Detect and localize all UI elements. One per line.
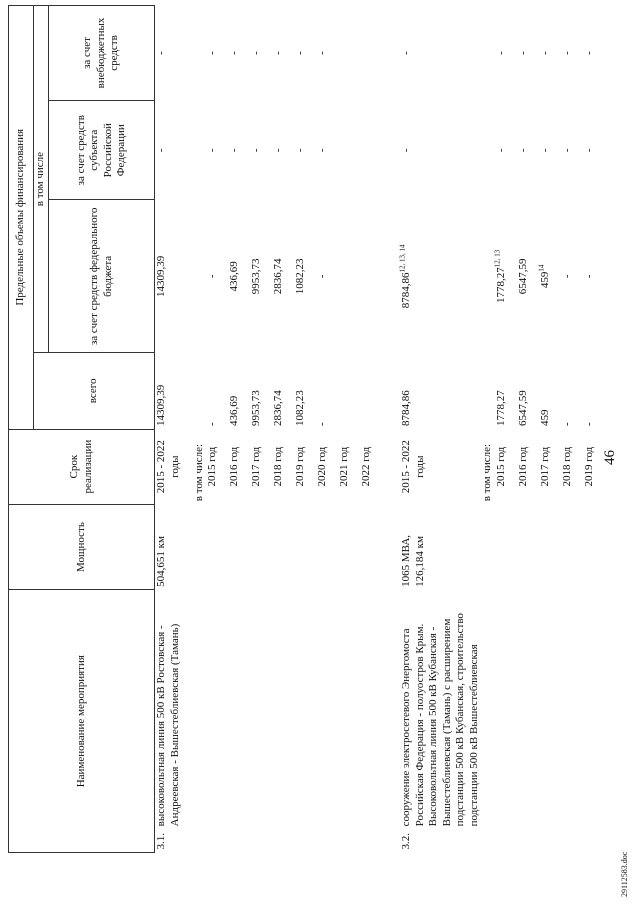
year-label-text: 2019 год (294, 446, 306, 487)
year-extra-text: - (228, 51, 240, 55)
incl-label-text: в том числе: (192, 443, 205, 502)
empty-cell (382, 6, 400, 101)
year-regional (228, 100, 250, 200)
year-label-text: 2019 год (582, 446, 595, 487)
header-name: Наименование мероприятия (9, 590, 155, 853)
year-federal (492, 200, 517, 353)
empty-cell (206, 829, 228, 852)
footnote-ref: 12, 13 (492, 249, 501, 268)
year-extra-text: - (294, 51, 306, 55)
year-row (338, 6, 360, 853)
year-regional-text: - (228, 148, 240, 153)
item-federal (400, 200, 481, 353)
empty-cell (294, 590, 316, 830)
year-row (517, 6, 539, 853)
year-total-text: 1082,23 (294, 390, 306, 427)
empty-cell (193, 829, 207, 852)
year-federal-text: 436,69 (228, 261, 240, 292)
header-term: Срок реализации (9, 429, 155, 504)
year-label-text: 2018 год (272, 446, 284, 487)
year-extra-text: - (494, 51, 507, 55)
year-regional-text: - (272, 148, 284, 153)
year-label-text: 2016 год (228, 446, 240, 487)
empty-cell (228, 829, 250, 852)
year-federal-text: - (560, 274, 573, 279)
empty-cell (583, 504, 605, 590)
year-federal-text: - (206, 274, 218, 279)
empty-cell (561, 590, 583, 830)
year-label (583, 429, 605, 504)
empty-cell (539, 504, 561, 590)
year-federal-text: 459 (538, 271, 551, 289)
empty-cell (495, 829, 517, 852)
year-label (272, 429, 294, 504)
item-number (400, 829, 481, 852)
year-total-text: 9953,73 (250, 390, 262, 427)
table-row (155, 6, 193, 853)
empty-cell (193, 353, 207, 429)
item-federal-text: 14309,39 (155, 255, 167, 297)
year-federal (272, 200, 294, 353)
year-regional (272, 100, 294, 200)
empty-cell (338, 504, 360, 590)
year-total-text: - (560, 422, 573, 427)
incl-label (193, 429, 207, 504)
year-total-text: 1778,27 (494, 390, 507, 427)
year-total (583, 353, 605, 429)
empty-cell (360, 504, 382, 590)
year-row (316, 6, 338, 853)
year-total (228, 353, 250, 429)
year-label (228, 429, 250, 504)
year-federal (206, 200, 228, 353)
year-federal-text: 2836,74 (272, 258, 284, 295)
empty-cell (316, 590, 338, 830)
empty-cell (382, 429, 400, 504)
empty-cell (316, 829, 338, 852)
year-extra (250, 6, 272, 101)
year-federal (517, 200, 539, 353)
empty-cell (250, 504, 272, 590)
empty-cell (495, 590, 517, 830)
year-regional-text: - (294, 148, 306, 153)
empty-cell (272, 590, 294, 830)
year-total-text: 436,69 (228, 395, 240, 427)
empty-cell (193, 590, 207, 830)
empty-cell (206, 590, 228, 830)
year-total-text: 2836,74 (272, 390, 284, 427)
incl-label (481, 429, 495, 504)
empty-cell (250, 829, 272, 852)
year-total-text: - (206, 422, 218, 427)
empty-cell (228, 504, 250, 590)
item-extra (400, 6, 481, 101)
item-number-text: 3.2. (400, 833, 412, 850)
empty-cell (338, 590, 360, 830)
item-regional (155, 100, 193, 200)
empty-cell (481, 829, 495, 852)
year-label (495, 429, 517, 504)
empty-cell (316, 504, 338, 590)
year-extra (539, 6, 561, 101)
item-extra (155, 6, 193, 101)
table-row (481, 6, 495, 853)
year-extra-text: - (560, 51, 573, 55)
year-total (561, 353, 583, 429)
year-total (250, 353, 272, 429)
year-extra (338, 6, 360, 101)
year-total-text: 6547,59 (516, 390, 529, 427)
year-federal (294, 200, 316, 353)
year-row (294, 6, 316, 853)
year-regional-text: - (316, 148, 328, 153)
item-name-text: высоковольтная линия 500 кВ Ростовская - Андреевская - Вышестеблиевская (Тамань) (155, 623, 181, 827)
year-total (294, 353, 316, 429)
year-extra (561, 6, 583, 101)
year-regional (316, 100, 338, 200)
year-regional (360, 100, 382, 200)
year-federal (561, 200, 583, 353)
year-total (206, 353, 228, 429)
empty-cell (193, 200, 207, 353)
item-regional-text: - (400, 148, 412, 153)
item-total (155, 353, 193, 429)
empty-cell (382, 504, 400, 590)
year-total (360, 353, 382, 429)
incl-label-text: в том числе: (481, 443, 493, 502)
table-body (155, 6, 605, 853)
empty-cell (250, 590, 272, 830)
year-regional-text: - (582, 148, 595, 153)
year-label (294, 429, 316, 504)
item-term-text: 2015 - 2022 годы (400, 440, 426, 494)
footnote-ref: 12, 13, 14 (398, 244, 407, 273)
item-power (400, 504, 481, 590)
empty-cell (481, 200, 495, 353)
header-limits: Предельные объемы финансирования (9, 6, 34, 430)
year-extra-text: - (206, 51, 218, 55)
year-federal-text: 1778,27 (494, 267, 507, 303)
empty-cell (481, 6, 495, 101)
item-federal-text: 8784,86 (400, 272, 412, 309)
empty-cell (481, 590, 495, 830)
year-row (250, 6, 272, 853)
year-extra (228, 6, 250, 101)
empty-cell (272, 504, 294, 590)
year-extra (316, 6, 338, 101)
year-label (250, 429, 272, 504)
empty-cell (583, 590, 605, 830)
year-extra (360, 6, 382, 101)
year-federal (228, 200, 250, 353)
year-row (206, 6, 228, 853)
year-label (517, 429, 539, 504)
year-regional (539, 100, 561, 200)
empty-cell (382, 200, 400, 353)
year-label-text: 2016 год (516, 446, 529, 487)
year-extra-text: - (316, 51, 328, 55)
footer-file-name: 29112583.doc (620, 851, 629, 897)
year-extra-text: - (538, 51, 551, 55)
year-regional-text: - (250, 148, 262, 153)
empty-cell (481, 100, 495, 200)
year-row (272, 6, 294, 853)
year-label-text: 2018 год (560, 446, 573, 487)
empty-cell (338, 829, 360, 852)
page-number: 46 (602, 450, 618, 465)
item-extra-text: - (400, 51, 412, 55)
empty-cell (382, 590, 400, 830)
empty-cell (517, 590, 539, 830)
empty-cell (272, 829, 294, 852)
year-regional-text: - (494, 148, 507, 153)
year-federal-text: - (582, 274, 595, 279)
year-row (495, 6, 517, 853)
empty-cell (539, 590, 561, 830)
empty-cell (517, 504, 539, 590)
year-federal-text: 6547,59 (516, 258, 529, 295)
year-regional-text: - (560, 148, 573, 153)
year-label-text: 2015 год (494, 446, 507, 487)
year-federal-text: - (316, 274, 328, 279)
item-total-text: 14309,39 (155, 384, 167, 427)
year-extra (495, 6, 517, 101)
year-label (360, 429, 382, 504)
year-label-text: 2022 год (360, 446, 372, 487)
empty-cell (517, 829, 539, 852)
table-row (193, 6, 207, 853)
footnote-ref: 14 (536, 264, 545, 272)
year-extra-text: - (516, 51, 529, 55)
year-label (561, 429, 583, 504)
year-total-text: 459 (538, 409, 551, 427)
header-federal: за счет средств федерального бюджета (49, 200, 155, 353)
year-regional (338, 100, 360, 200)
year-label-text: 2017 год (250, 446, 262, 487)
year-regional (517, 100, 539, 200)
empty-cell (481, 504, 495, 590)
year-federal (338, 200, 360, 353)
year-regional (206, 100, 228, 200)
year-label-text: 2021 год (338, 446, 350, 487)
header-total: всего (34, 353, 155, 429)
year-row (228, 6, 250, 853)
year-total (272, 353, 294, 429)
year-federal (360, 200, 382, 353)
empty-cell (206, 504, 228, 590)
year-row (583, 6, 605, 853)
item-power-text: 1065 МВА, 126,184 км (400, 534, 426, 587)
empty-cell (294, 829, 316, 852)
item-name (155, 590, 193, 830)
year-extra-text: - (250, 51, 262, 55)
year-total-text: - (582, 422, 595, 427)
item-term-text: 2015 - 2022 годы (155, 440, 181, 494)
item-extra-text: - (155, 51, 167, 55)
empty-cell (495, 504, 517, 590)
year-federal (316, 200, 338, 353)
year-total (338, 353, 360, 429)
year-regional (250, 100, 272, 200)
header-extra: за счет внебюджетных средств (49, 6, 155, 101)
empty-cell (481, 353, 495, 429)
year-label (206, 429, 228, 504)
year-label (539, 429, 561, 504)
year-regional (495, 100, 517, 200)
year-extra-text: - (272, 51, 284, 55)
year-label-text: 2020 год (316, 446, 328, 487)
header-including: в том числе (34, 6, 49, 353)
year-regional-text: - (206, 148, 218, 153)
year-row (360, 6, 382, 853)
item-name (400, 590, 481, 830)
item-power (155, 504, 193, 590)
year-federal (583, 200, 605, 353)
year-federal (536, 200, 561, 353)
year-regional (583, 100, 605, 200)
year-row (561, 6, 583, 853)
empty-cell (193, 100, 207, 200)
empty-cell (539, 829, 561, 852)
item-total-text: 8784,86 (400, 390, 412, 427)
year-federal (250, 200, 272, 353)
item-term (400, 429, 481, 504)
table-row (400, 6, 481, 853)
year-extra (294, 6, 316, 101)
item-regional (400, 100, 481, 200)
year-federal-text: 1082,23 (294, 258, 306, 295)
table-header (9, 6, 155, 853)
item-number (155, 829, 193, 852)
empty-cell (360, 590, 382, 830)
item-term (155, 429, 193, 504)
year-row (539, 6, 561, 853)
item-power-text: 504,651 км (155, 536, 167, 587)
empty-cell (382, 100, 400, 200)
empty-cell (382, 353, 400, 429)
year-total (316, 353, 338, 429)
item-name-text: сооружение электросетевого Энергомоста Российская Федерация - полуостров Крым. Высоковольтная линия 500 кВ Кубанская - Вышестеблиевская (Тамань) с расширением подстанции 500 кВ Кубанская, строительство подстанции 500 кВ Вышестеблиевская (400, 613, 480, 827)
empty-cell (193, 504, 207, 590)
year-total (495, 353, 517, 429)
year-extra-text: - (582, 51, 595, 55)
year-regional (294, 100, 316, 200)
year-federal-text: 9953,73 (250, 258, 262, 295)
year-regional-text: - (516, 148, 529, 153)
empty-cell (561, 829, 583, 852)
empty-cell (360, 829, 382, 852)
year-extra (517, 6, 539, 101)
year-extra (272, 6, 294, 101)
spacer-row (382, 6, 400, 853)
year-extra (206, 6, 228, 101)
year-total (517, 353, 539, 429)
year-total (539, 353, 561, 429)
item-regional-text: - (155, 148, 167, 153)
financing-table (8, 5, 605, 853)
year-regional-text: - (538, 148, 551, 153)
header-regional: за счет средств субъекта Российской Федерации (49, 100, 155, 200)
empty-cell (228, 590, 250, 830)
year-label (338, 429, 360, 504)
item-federal (155, 200, 193, 353)
empty-cell (583, 829, 605, 852)
empty-cell (193, 6, 207, 101)
header-power: Мощность (9, 504, 155, 590)
year-total-text: - (316, 422, 328, 427)
item-number-text: 3.1. (155, 833, 167, 850)
empty-cell (382, 829, 400, 852)
year-label (316, 429, 338, 504)
item-total (400, 353, 481, 429)
year-extra (583, 6, 605, 101)
year-label-text: 2017 год (538, 446, 551, 487)
empty-cell (561, 504, 583, 590)
year-regional (561, 100, 583, 200)
year-label-text: 2015 год (206, 446, 218, 487)
empty-cell (294, 504, 316, 590)
